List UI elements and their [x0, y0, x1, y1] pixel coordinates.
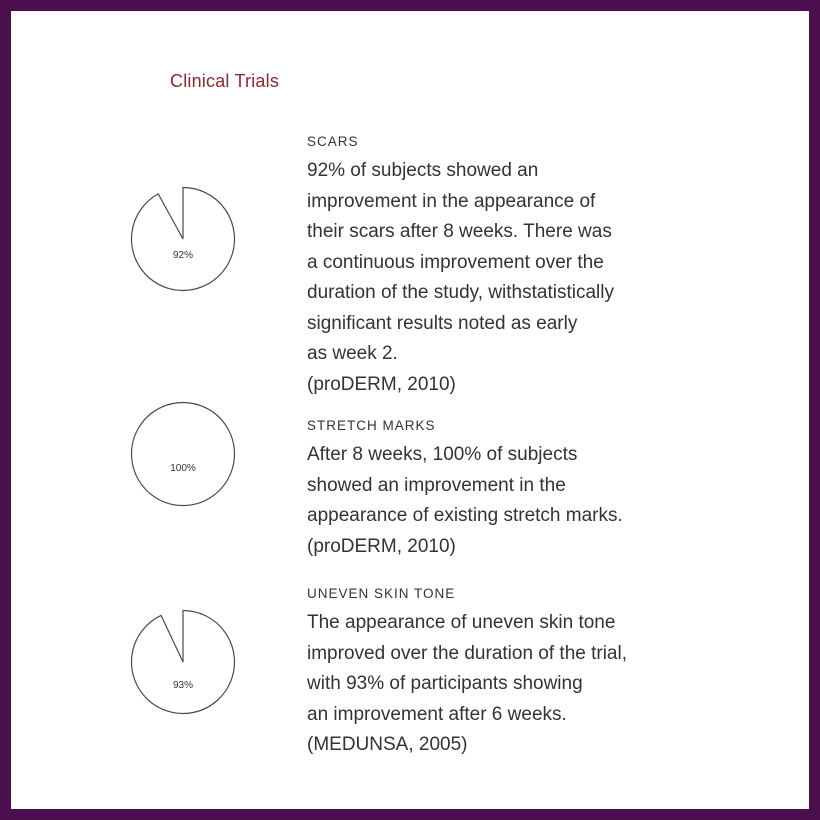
stretch-marks-heading: STRETCH MARKS [307, 418, 436, 433]
page-title: Clinical Trials [170, 71, 280, 91]
scars-pie-label: 92% [172, 250, 194, 261]
uneven-skin-tone-description: The appearance of uneven skin tone improved over the duration of the trial, with 93% of participants showing an improvement after 6 weeks. (MEDUNSA, 2005) [307, 612, 628, 755]
uneven-skin-tone-pie-slice [131, 611, 234, 714]
uneven-skin-tone-pie-label: 93% [172, 680, 194, 691]
scars-description: 92% of subjects showed an improvement in the appearance of their scars after 8 weeks. There was a continuous improvement over the duration of the study, withstatistically significant results noted as early as week 2. (proDERM, 2010) [307, 160, 614, 395]
stretch-marks-pie-slice [131, 403, 234, 506]
scars-pie-slice [131, 188, 234, 291]
uneven-skin-tone-pie-chart [130, 609, 236, 715]
stretch-marks-description: After 8 weeks, 100% of subjects showed an improvement in the appearance of existing stretch marks. (proDERM, 2010) [307, 444, 623, 557]
scars-heading: SCARS [307, 134, 359, 149]
scars-pie-chart [130, 186, 236, 292]
uneven-skin-tone-heading: UNEVEN SKIN TONE [307, 586, 456, 601]
stretch-marks-pie-chart [130, 401, 236, 507]
stretch-marks-pie-label: 100% [170, 463, 196, 474]
